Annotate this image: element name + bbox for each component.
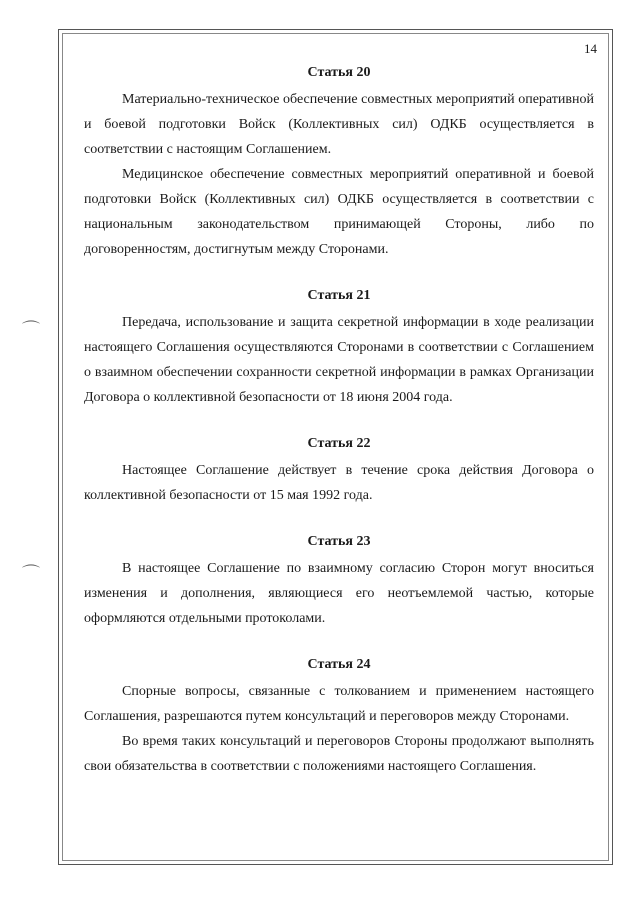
- article-title: Статья 22: [307, 436, 371, 451]
- article-title: Статья 21: [307, 288, 371, 303]
- page-number: 14: [584, 41, 597, 56]
- article-paragraph: Передача, использование и защита секретной информации в ходе реализации настоящего Соглашения осуществляются Сторонами в соответствии с Соглашением о взаимном обеспечении сохранности секретной информации в рамках Организации Договора о коллективной безопасности от 18 июня 2004 года.: [84, 315, 594, 405]
- article-paragraph: Материально-техническое обеспечение совместных мероприятий оперативной и боевой подготовки Войск (Коллективных сил) ОДКБ осуществляется в соответствии с настоящим Соглашением.: [84, 92, 594, 157]
- article-paragraph: Спорные вопросы, связанные с толкованием и применением настоящего Соглашения, разрешаются путем консультаций и переговоров между Сторонами.: [84, 684, 594, 724]
- article-title: Статья 23: [307, 534, 371, 549]
- binding-hole-mark: ⌒: [22, 320, 40, 340]
- article-22: [84, 432, 594, 508]
- article-21: [84, 284, 594, 410]
- article-title: Статья 24: [307, 657, 371, 672]
- document-body: [84, 61, 594, 779]
- article-paragraph: В настоящее Соглашение по взаимному согласию Сторон могут вноситься изменения и дополнения, являющиеся его неотъемлемой частью, которые оформляются отдельными протоколами.: [84, 561, 594, 626]
- article-paragraph: Медицинское обеспечение совместных мероприятий оперативной и боевой подготовки Войск (Коллективных сил) ОДКБ осуществляется в соответствии с национальным законодательством принимающей Стороны, либо по договоренностям, достигнутым между Сторонами.: [84, 167, 594, 257]
- article-paragraph: Во время таких консультаций и переговоров Стороны продолжают выполнять свои обязательства в соответствии с положениями настоящего Соглашения.: [84, 734, 594, 774]
- article-20: [84, 61, 594, 262]
- article-23: [84, 530, 594, 631]
- article-title: Статья 20: [307, 65, 371, 80]
- article-paragraph: Настоящее Соглашение действует в течение срока действия Договора о коллективной безопасности от 15 мая 1992 года.: [84, 463, 594, 503]
- binding-hole-mark: ⌒: [22, 564, 40, 584]
- article-24: [84, 653, 594, 779]
